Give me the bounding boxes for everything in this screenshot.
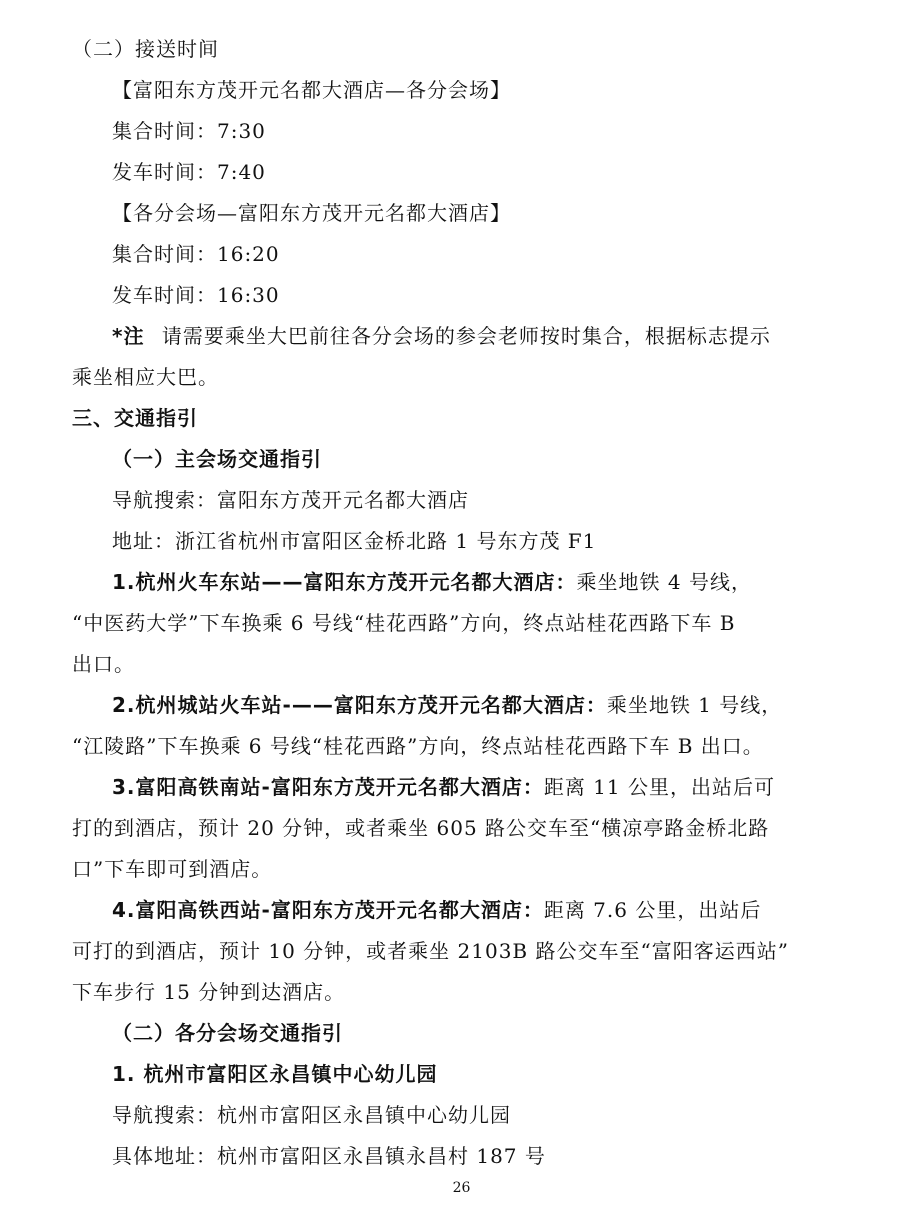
route1-title: 【富阳东方茂开元名都大酒店—各分会场】: [112, 78, 511, 102]
branch-item-1-title: 1. 杭州市富阳区永昌镇中心幼儿园: [112, 1062, 438, 1086]
route2-title: 【各分会场—富阳东方茂开元名都大酒店】: [112, 201, 511, 225]
route-item-1-title: 1.杭州火车东站——富阳东方茂开元名都大酒店：: [112, 570, 577, 594]
route2-depart-time: 发车时间：16:30: [112, 283, 280, 307]
route-item-1-text-1: 乘坐地铁 4 号线，: [576, 570, 752, 594]
route-item-4-line-3: 下车步行 15 分钟到达酒店。: [72, 980, 346, 1004]
route-item-3-line-1: [112, 772, 775, 802]
route-item-3-line-3: 口”下车即可到酒店。: [72, 857, 273, 881]
route-item-3-text-1: 距离 11 公里，出站后可: [543, 775, 775, 799]
main-venue-address: 地址：浙江省杭州市富阳区金桥北路 1 号东方茂 F1: [112, 529, 597, 553]
route-item-3-title: 3.富阳高铁南站-富阳东方茂开元名都大酒店：: [112, 775, 544, 799]
route-item-4-title: 4.富阳高铁西站-富阳东方茂开元名都大酒店：: [112, 898, 544, 922]
route-item-2-line-1: [112, 690, 782, 720]
route-item-1-line-1: [112, 567, 752, 597]
route-item-2-text-1: 乘坐地铁 1 号线，: [606, 693, 783, 717]
note-line-1: [112, 321, 771, 351]
route1-assemble-time: 集合时间：7:30: [112, 119, 266, 143]
traffic-guide-heading: 三、交通指引: [72, 406, 198, 430]
route-item-2-title: 2.杭州城站火车站-——富阳东方茂开元名都大酒店：: [112, 693, 607, 717]
note-line-2: 乘坐相应大巴。: [72, 365, 219, 389]
note-text-1: 请需要乘坐大巴前往各分会场的参会老师按时集合，根据标志提示: [161, 324, 771, 348]
page-number: 26: [452, 1180, 471, 1196]
branch-item-1-nav: 导航搜索：杭州市富阳区永昌镇中心幼儿园: [112, 1103, 511, 1127]
main-venue-heading: （一）主会场交通指引: [112, 447, 322, 471]
route-item-1-line-2: “中医药大学”下车换乘 6 号线“桂花西路”方向，终点站桂花西路下车 B: [72, 611, 736, 635]
route1-depart-time: 发车时间：7:40: [112, 160, 266, 184]
route-item-4-line-2: 可打的到酒店，预计 10 分钟，或者乘坐 2103B 路公交车至“富阳客运西站”: [72, 939, 789, 963]
branch-item-1-address: 具体地址：杭州市富阳区永昌镇永昌村 187 号: [112, 1144, 546, 1168]
note-mark: *注: [112, 324, 145, 348]
route-item-1-line-3: 出口。: [72, 652, 135, 676]
main-venue-nav: 导航搜索：富阳东方茂开元名都大酒店: [112, 488, 469, 512]
shuttle-times-heading: （二）接送时间: [72, 37, 219, 61]
route-item-3-line-2: 打的到酒店，预计 20 分钟，或者乘坐 605 路公交车至“横凉亭路金桥北路: [72, 816, 770, 840]
route-item-2-line-2: “江陵路”下车换乘 6 号线“桂花西路”方向，终点站桂花西路下车 B 出口。: [72, 734, 764, 758]
route2-assemble-time: 集合时间：16:20: [112, 242, 280, 266]
route-item-4-text-1: 距离 7.6 公里，出站后: [543, 898, 762, 922]
route-item-4-line-1: [112, 895, 761, 925]
branch-venue-heading: （二）各分会场交通指引: [112, 1021, 343, 1045]
